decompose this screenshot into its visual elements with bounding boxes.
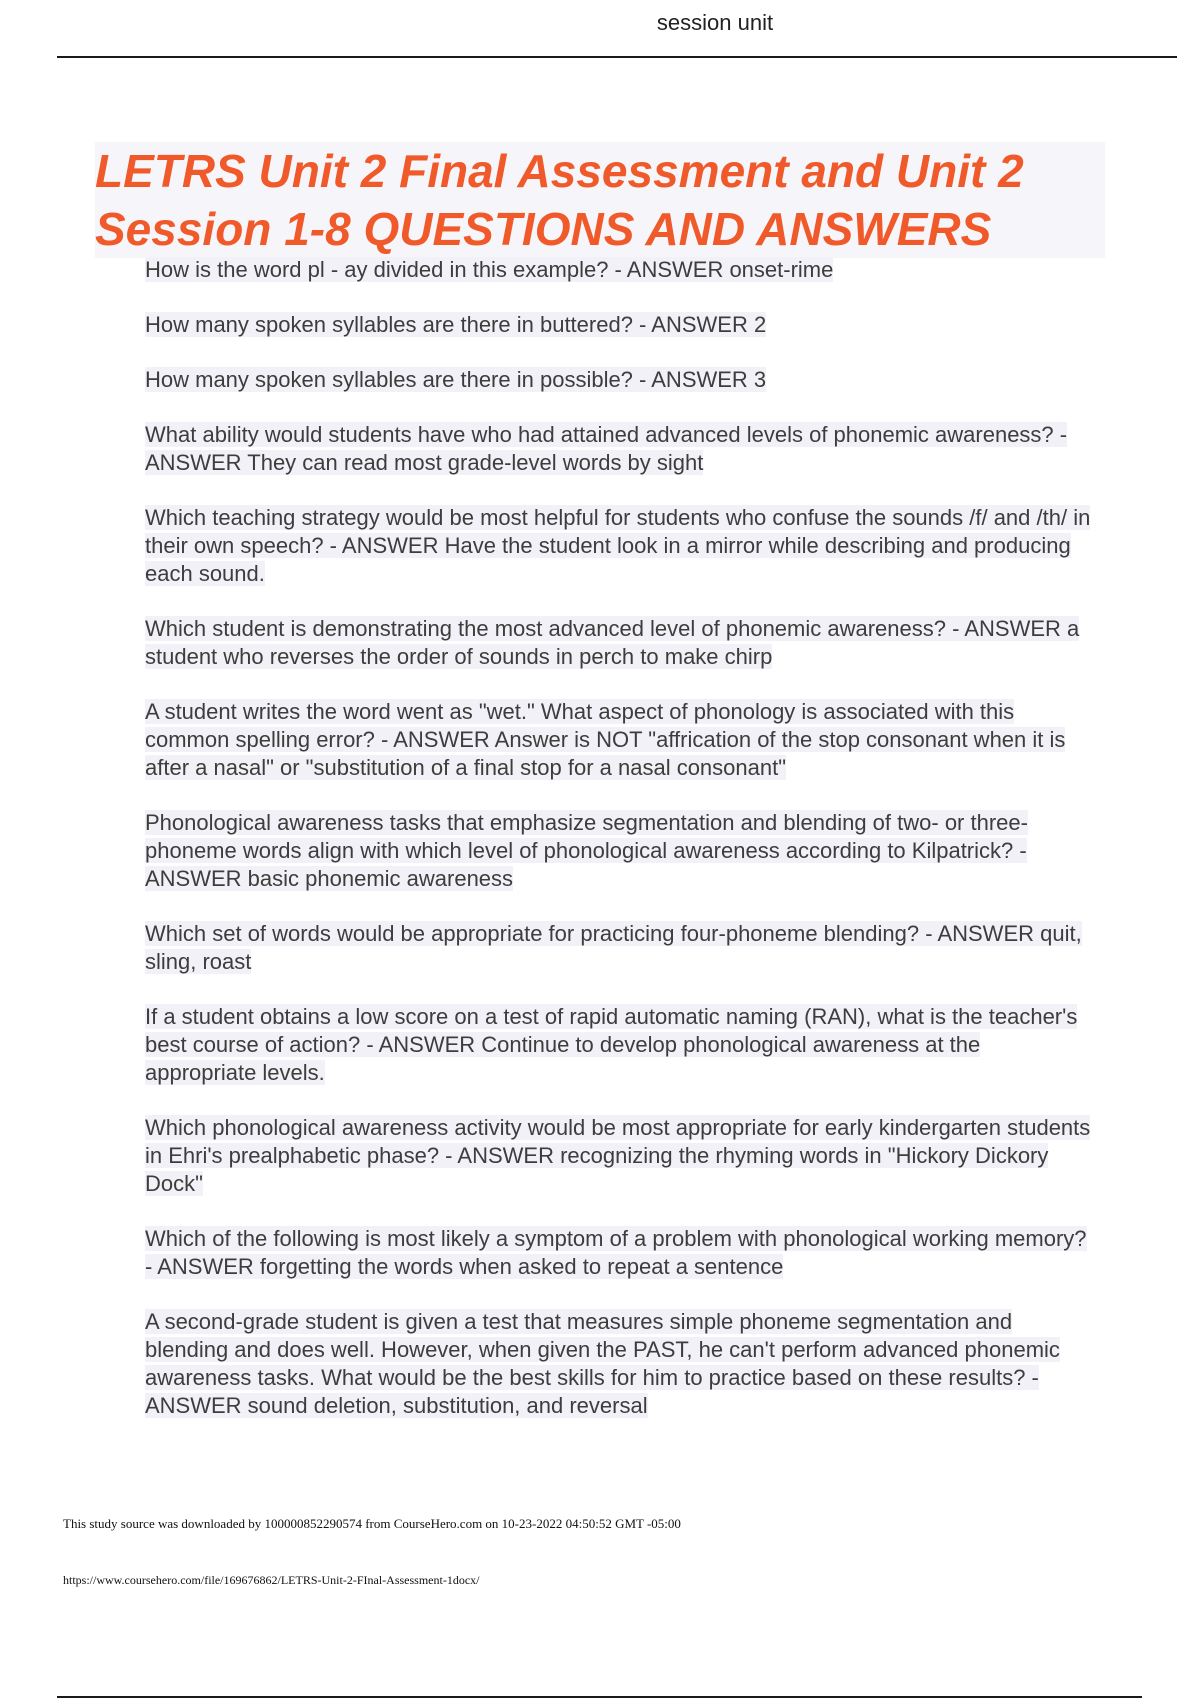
source-url: https://www.coursehero.com/file/169676862/LETRS-Unit-2-FInal-Assessment-1docx/ bbox=[63, 1573, 480, 1587]
qa-text: Which set of words would be appropriate for practicing four-phoneme blending? - ANSWER quit, sling, roast bbox=[145, 921, 1082, 974]
qa-text: How is the word pl - ay divided in this example? - ANSWER onset-rime bbox=[145, 257, 834, 282]
qa-item-2 bbox=[145, 311, 1095, 339]
qa-item-3 bbox=[145, 366, 1095, 394]
qa-item-7 bbox=[145, 698, 1095, 782]
qa-item-9 bbox=[145, 920, 1095, 976]
header-divider bbox=[57, 56, 1177, 58]
qa-text: Which student is demonstrating the most advanced level of phonemic awareness? - ANSWER a student who reverses the order of sounds in perch to make chirp bbox=[145, 616, 1080, 669]
qa-item-10 bbox=[145, 1003, 1095, 1087]
qa-text: Phonological awareness tasks that emphasize segmentation and blending of two- or three-phoneme words align with which level of phonological awareness according to Kilpatrick? - ANSWER basic phonemic awareness bbox=[145, 810, 1028, 891]
qa-text: Which of the following is most likely a symptom of a problem with phonological working memory? - ANSWER forgetting the words when asked to repeat a sentence bbox=[145, 1226, 1087, 1279]
running-header: session unit bbox=[656, 10, 774, 35]
qa-item-12 bbox=[145, 1225, 1095, 1281]
qa-list bbox=[145, 256, 1095, 1447]
qa-text: What ability would students have who had attained advanced levels of phonemic awareness? - ANSWER They can read most grade-level words by sight bbox=[145, 422, 1068, 475]
qa-text: If a student obtains a low score on a test of rapid automatic naming (RAN), what is the teacher's best course of action? - ANSWER Continue to develop phonological awareness at the appropriate levels. bbox=[145, 1004, 1078, 1085]
qa-text: Which teaching strategy would be most helpful for students who confuse the sounds /f/ and /th/ in their own speech? - ANSWER Have the student look in a mirror while describing and producing each sound. bbox=[145, 505, 1091, 586]
qa-item-5 bbox=[145, 504, 1095, 588]
qa-text: How many spoken syllables are there in buttered? - ANSWER 2 bbox=[145, 312, 767, 337]
qa-text: Which phonological awareness activity would be most appropriate for early kindergarten students in Ehri's prealphabetic phase? - ANSWER recognizing the rhyming words in "Hickory Dickory Dock" bbox=[145, 1115, 1091, 1196]
qa-text: How many spoken syllables are there in possible? - ANSWER 3 bbox=[145, 367, 767, 392]
qa-text: A second-grade student is given a test that measures simple phoneme segmentation and blending and does well. However, when given the PAST, he can't perform advanced phonemic awareness tasks. What would be the best skills for him to practice based on these results? - ANSWER sound deletion, substitution, and reversal bbox=[145, 1309, 1060, 1418]
qa-item-6 bbox=[145, 615, 1095, 671]
qa-item-13 bbox=[145, 1308, 1095, 1420]
qa-item-4 bbox=[145, 421, 1095, 477]
qa-item-8 bbox=[145, 809, 1095, 893]
document-title: LETRS Unit 2 Final Assessment and Unit 2 Session 1-8 QUESTIONS AND ANSWERS bbox=[95, 142, 1105, 258]
qa-item-11 bbox=[145, 1114, 1095, 1198]
qa-text: A student writes the word went as "wet." What aspect of phonology is associated with this common spelling error? - ANSWER Answer is NOT "affrication of the stop consonant when it is after a nasal" or "substitution of a final stop for a nasal consonant" bbox=[145, 699, 1066, 780]
footer-divider bbox=[57, 1696, 1142, 1698]
qa-item-1 bbox=[145, 256, 1095, 284]
download-source-note: This study source was downloaded by 100000852290574 from CourseHero.com on 10-23-2022 04:50:52 GMT -05:00 bbox=[63, 1516, 681, 1531]
